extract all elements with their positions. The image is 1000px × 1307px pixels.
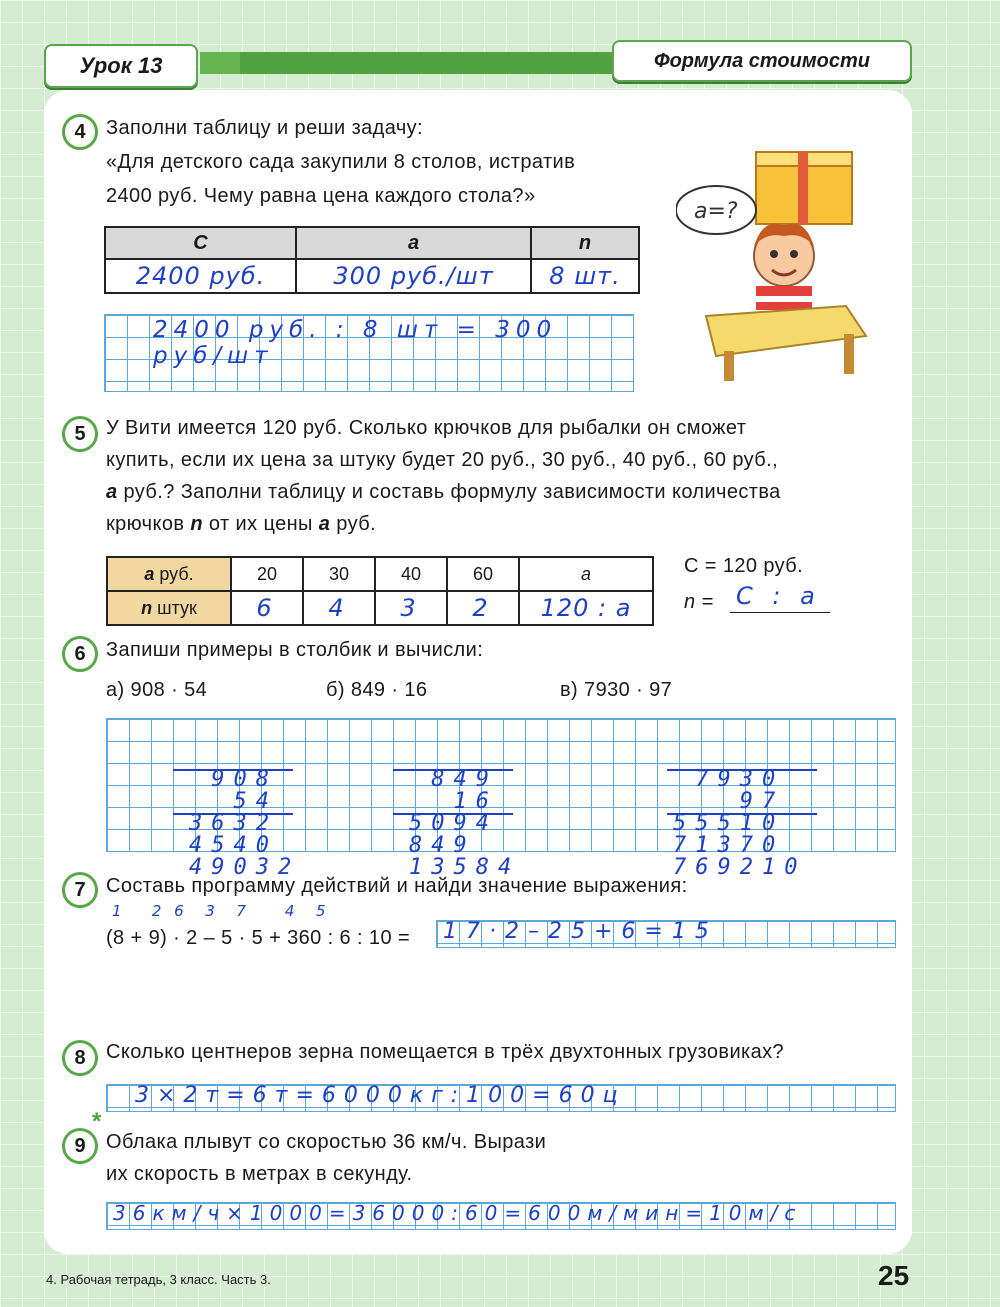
task-8-question: Сколько центнеров зерна помещается в трёх двухтонных грузовиках?: [106, 1041, 785, 1063]
task-5-number: 5: [62, 416, 98, 452]
task-7-answer: 17·2–25+6=15: [443, 919, 718, 944]
task-4-solution: 2400 руб. : 8 шт = 300 руб/шт: [153, 317, 558, 369]
task-6-example-a: а) 908 · 54: [106, 679, 208, 701]
count-cell-formula: 120 : a: [540, 594, 632, 622]
page-number: 25: [878, 1260, 910, 1291]
task-5-answer-line: [730, 612, 830, 613]
count-cell: 2: [472, 594, 494, 622]
task-7-order-marks: 1 2 6 3 7 4 5: [112, 902, 330, 920]
task-4-problem-line2: 2400 руб. Чему равна цена каждого стола?»: [106, 185, 536, 207]
task-9-answer: 36км/ч×1000=36000:60=600м/мин=10м/с: [113, 1201, 803, 1225]
column-header-a: a: [296, 227, 531, 259]
task-4-instruction: Заполни таблицу и реши задачу:: [106, 117, 423, 139]
price-cell: 60: [447, 557, 519, 591]
answer-cell-n: 8 шт.: [549, 262, 621, 290]
task-5-line4: крючков n от их цены a руб.: [106, 513, 377, 535]
calc-a: 908 54 3632 4540 49032: [189, 767, 301, 880]
row-label-price: a руб.: [107, 557, 231, 591]
task-6-example-b: б) 849 · 16: [326, 679, 428, 701]
task-9-line2: их скорость в метрах в секунду.: [106, 1163, 413, 1185]
task-8-number: 8: [62, 1040, 98, 1076]
task-7-answer-grid: [436, 920, 896, 948]
task-6-example-c: в) 7930 · 97: [560, 679, 673, 701]
price-cell: 20: [231, 557, 303, 591]
column-header-n: n: [531, 227, 639, 259]
task-8-answer: 3×2т=6т=6000кг:100=60ц: [135, 1083, 626, 1108]
task-4-table: [104, 226, 640, 294]
calc-b: 849 16 5094 849 13584: [409, 767, 521, 880]
boy-at-table-illustration: [676, 146, 876, 386]
task-9-answer-grid: [106, 1202, 896, 1230]
task-6-instruction: Запиши примеры в столбик и вычисли:: [106, 639, 484, 661]
price-cell: 30: [303, 557, 375, 591]
header-stripe: [200, 52, 612, 74]
task-5-formula-answer: C : a: [736, 582, 821, 610]
topic-badge: Формула стоимости: [612, 40, 912, 82]
price-cell-variable: a: [519, 557, 653, 591]
task-5-line2: купить, если их цена за штуку будет 20 руб., 30 руб., 40 руб., 60 руб.,: [106, 449, 779, 471]
task-4-problem-line1: «Для детского сада закупили 8 столов, истратив: [106, 151, 576, 173]
task-7-expression: (8 + 9) · 2 – 5 · 5 + 360 : 6 : 10 =: [106, 927, 411, 949]
task-5-line1: У Вити имеется 120 руб. Сколько крючков для рыбалки он сможет: [106, 417, 747, 439]
row-label-count: n штук: [107, 591, 231, 625]
calc-c: 7930 97 55510 71370 769210: [673, 767, 807, 880]
task-5-n-label: n =: [684, 591, 714, 613]
task-9-star: *: [92, 1108, 102, 1135]
task-9-line1: Облака плывут со скоростью 36 км/ч. Вырази: [106, 1131, 547, 1153]
task-7-number: 7: [62, 872, 98, 908]
task-8-answer-grid: [106, 1084, 896, 1112]
task-5-table: [106, 556, 654, 626]
thought-bubble-text: a=?: [694, 199, 738, 224]
price-cell: 40: [375, 557, 447, 591]
task-5-line3: a руб.? Заполни таблицу и составь формулу зависимости количества: [106, 481, 781, 503]
answer-cell-c: 2400 руб.: [135, 262, 266, 290]
task-4-number: 4: [62, 114, 98, 150]
count-cell: 6: [256, 594, 278, 622]
lesson-badge: Урок 13: [44, 44, 198, 88]
task-6-calc-grid: [106, 718, 896, 880]
task-6-number: 6: [62, 636, 98, 672]
count-cell: 3: [400, 594, 422, 622]
task-7-instruction: Составь программу действий и найди значение выражения:: [106, 875, 688, 897]
footer-source: 4. Рабочая тетрадь, 3 класс. Часть 3.: [46, 1272, 271, 1287]
task-4-solution-grid: [104, 314, 634, 392]
column-header-c: C: [105, 227, 296, 259]
task-5-cost-value: C = 120 руб.: [684, 555, 804, 577]
count-cell: 4: [328, 594, 350, 622]
answer-cell-a: 300 руб./шт: [333, 262, 494, 290]
task-9-number: 9: [62, 1128, 98, 1164]
